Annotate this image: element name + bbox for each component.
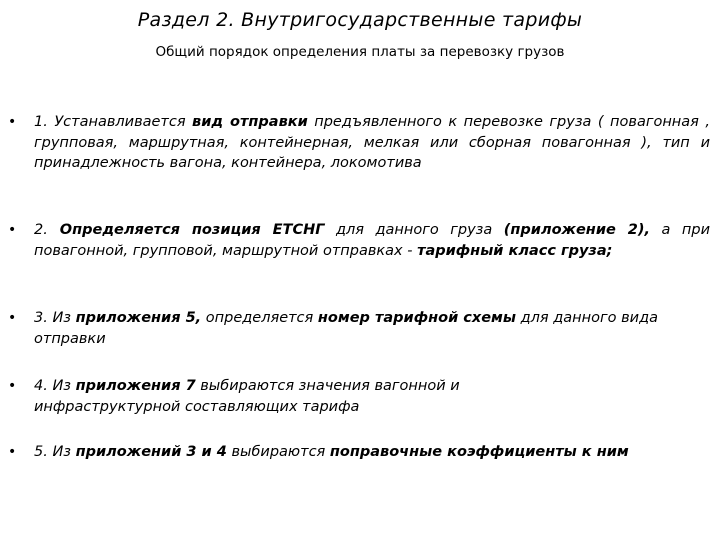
item-emphasis: вид отправки — [192, 114, 308, 130]
page-subtitle: Общий порядок определения платы за перевозку грузов — [155, 44, 565, 60]
item-text: для данного вида отправки — [34, 310, 658, 347]
item-text: Из — [47, 444, 76, 460]
item-text: для данного груза — [324, 222, 504, 238]
item-text: Устанавливается — [47, 114, 193, 130]
bullet-icon: • — [8, 114, 17, 130]
item-emphasis: приложения 7 — [75, 378, 196, 394]
item-text: а при повагонной, групповой, маршрутной отправках - — [34, 222, 710, 259]
item-text: Из — [47, 310, 76, 326]
bullet-icon: • — [8, 310, 17, 326]
item-emphasis: поправочные коэффициенты к ним — [329, 444, 629, 460]
bullet-icon: • — [8, 378, 17, 394]
item-text: Из — [47, 378, 76, 394]
item-number: 2. — [34, 222, 48, 238]
item-text: выбираются значения вагонной и инфраструктурной составляющих тарифа — [34, 378, 460, 415]
item-number: 3. — [34, 310, 48, 326]
list-item-text — [34, 112, 710, 174]
item-text: определяется — [201, 310, 318, 326]
item-emphasis: номер тарифной схемы — [317, 310, 517, 326]
page-title: Раздел 2. Внутригосударственные тарифы — [137, 9, 583, 31]
item-text: выбираются — [226, 444, 330, 460]
item-emphasis: приложений 3 и 4 — [75, 444, 227, 460]
item-number: 4. — [34, 378, 48, 394]
item-number: 5. — [34, 444, 48, 460]
item-emphasis: приложения 5, — [75, 310, 202, 326]
list-item-text — [34, 308, 674, 349]
bullet-icon: • — [8, 444, 17, 460]
item-emphasis: тарифный класс груза; — [417, 242, 613, 259]
item-emphasis: Определяется позиция ЕТСНГ — [47, 222, 325, 238]
list-item-text — [34, 376, 574, 417]
list-item-text — [34, 220, 710, 261]
list-item-text — [34, 442, 710, 463]
item-number: 1. — [34, 114, 48, 130]
bullet-icon: • — [8, 222, 17, 238]
item-text: предъявленного к перевозке груза ( повагонная , групповая, маршрутная, контейнерная, мелкая или сборная повагонная ), тип и принадлежность вагона, контейнера, локомотива — [34, 114, 710, 171]
item-emphasis: (приложение 2), — [503, 222, 650, 238]
